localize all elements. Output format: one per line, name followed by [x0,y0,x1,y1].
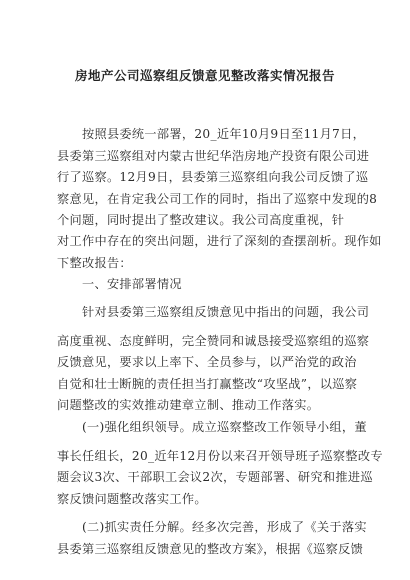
paragraph-line: 问题整改的实效推动建章立制、推动工作落实。 [57,398,320,412]
paragraph-line: (二)抓实责任分解。经多次完善，形成了《关于落实 [57,520,367,534]
paragraph-line: 察意见，在肯定我公司工作的同时，指出了巡察中发现的8 [57,192,378,206]
paragraph-line: 针对县委第三巡察组反馈意见中指出的问题，我公司 [57,305,370,319]
paragraph-line: (一)强化组织领导。成立巡察整改工作领导小组，董 [57,420,367,434]
document-title: 房地产公司巡察组反馈意见整改落实情况报告 [74,68,335,83]
section-heading: 一、安排部署情况 [57,277,182,291]
paragraph-line: 个问题，同时提出了整改建议。我公司高度重视，针 [57,213,345,227]
paragraph-line: 高度重视、态度鲜明，完全赞同和诚恳接受巡察组的巡察 [57,334,370,348]
paragraph-line: 行了巡察。12月9日，县委第三巡察组向我公司反馈了巡 [57,170,369,184]
paragraph-line: 反馈意见，要求以上率下、全员参与，以严治党的政治 [57,355,357,369]
paragraph-line: 县委第三巡察组反馈意见的整改方案》，根据《巡察反馈 [57,542,364,556]
paragraph-line: 县委第三巡察组对内蒙古世纪华浩房地产投资有限公司进 [57,149,370,163]
paragraph-line: 题会议3次、干部职工会议2次，专题部署、研究和推进巡 [57,470,373,484]
paragraph-line: 事长任组长，20_近年12月份以来召开领导班子巡察整改专 [57,449,383,463]
paragraph-line: 对工作中存在的突出问题，进行了深刻的查摆剖析。现作如 [57,234,382,248]
paragraph-line: 察反馈问题整改落实工作。 [57,492,207,506]
paragraph-line: 按照县委统一部署，20_近年10月9日至11月7日， [57,127,366,141]
paragraph-line: 自觉和壮士断腕的责任担当打赢整改“攻坚战”，以巡察 [57,377,358,391]
paragraph-line: 下整改报告： [57,256,132,270]
